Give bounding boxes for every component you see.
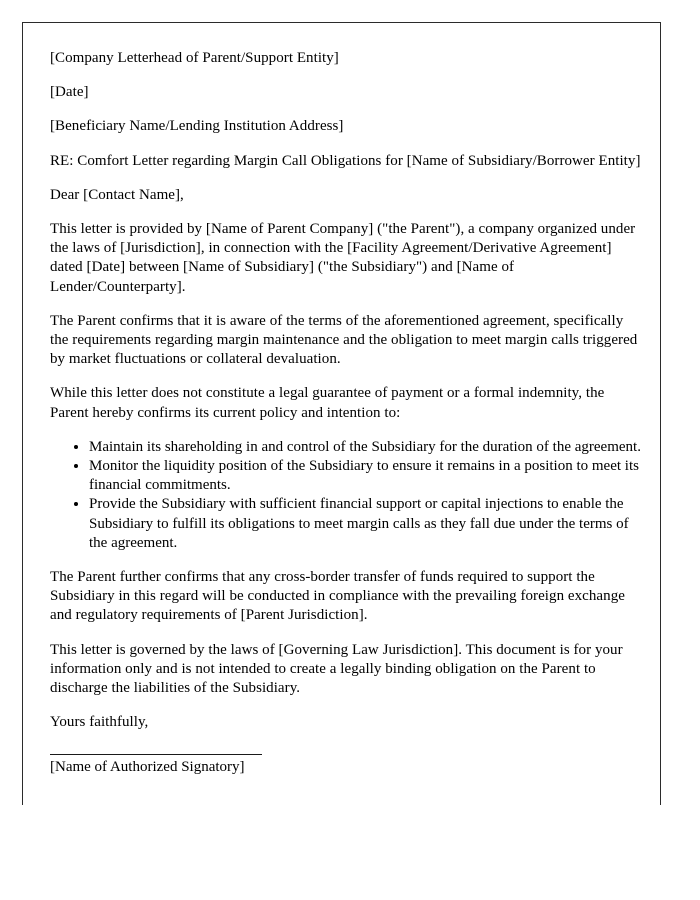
letter-date: [Date] [50, 84, 89, 101]
list-item: • Monitor the liquidity position of the Subsidiary to ensure it remains in a position to meet its financial commitments. [89, 457, 641, 495]
list-item: • Provide the Subsidiary with sufficient financial support or capital injections to enable the Subsidiary to fulfill its obligations to meet margin calls as they fall due under the terms of the agreement. [89, 495, 641, 553]
body-paragraph-2: The Parent confirms that it is aware of the terms of the aforementioned agreement, specifically the requirements regarding margin maintenance and the obligation to meet margin calls triggered by market fluctuations or collateral devaluation. [50, 312, 638, 368]
letter-content [50, 49, 641, 778]
signature-line [50, 754, 262, 755]
body-paragraph-3: While this letter does not constitute a legal guarantee of payment or a formal indemnity, the Parent hereby confirms its current policy and intention to: [50, 385, 605, 421]
sign-off: Yours faithfully, [50, 714, 149, 731]
recipient-address: [Beneficiary Name/Lending Institution Address] [50, 118, 344, 135]
list-item: • Maintain its shareholding in and control of the Subsidiary for the duration of the agreement. [89, 438, 641, 457]
body-paragraph-1: This letter is provided by [Name of Parent Company] ("the Parent"), a company organized under the laws of [Jurisdiction], in connection with the [Facility Agreement/Derivative Agreement] dated [Date] between [Name of Subsidiary] ("the Subsidiary") and [Name of Lender/Counterparty]. [50, 221, 636, 295]
closing-paragraph-1: The Parent further confirms that any cross-border transfer of funds required to support the Subsidiary in this regard will be conducted in compliance with the prevailing foreign exchange and regulatory requirements of [Parent Jurisdiction]. [50, 569, 625, 624]
subject-line: RE: Comfort Letter regarding Margin Call Obligations for [Name of Subsidiary/Borrower Entity] [50, 152, 641, 169]
commitments-list [50, 438, 641, 553]
company-letterhead: [Company Letterhead of Parent/Support Entity] [50, 50, 339, 66]
salutation: Dear [Contact Name], [50, 186, 184, 203]
closing-paragraph-2: This letter is governed by the laws of [Governing Law Jurisdiction]. This document is for your information only and is not intended to create a legally binding obligation on the Parent to discharge the liabilities of the Subsidiary. [50, 641, 623, 697]
document-page [22, 22, 661, 805]
signature-block [50, 754, 641, 777]
signatory-name: [Name of Authorized Signatory] [50, 759, 245, 776]
